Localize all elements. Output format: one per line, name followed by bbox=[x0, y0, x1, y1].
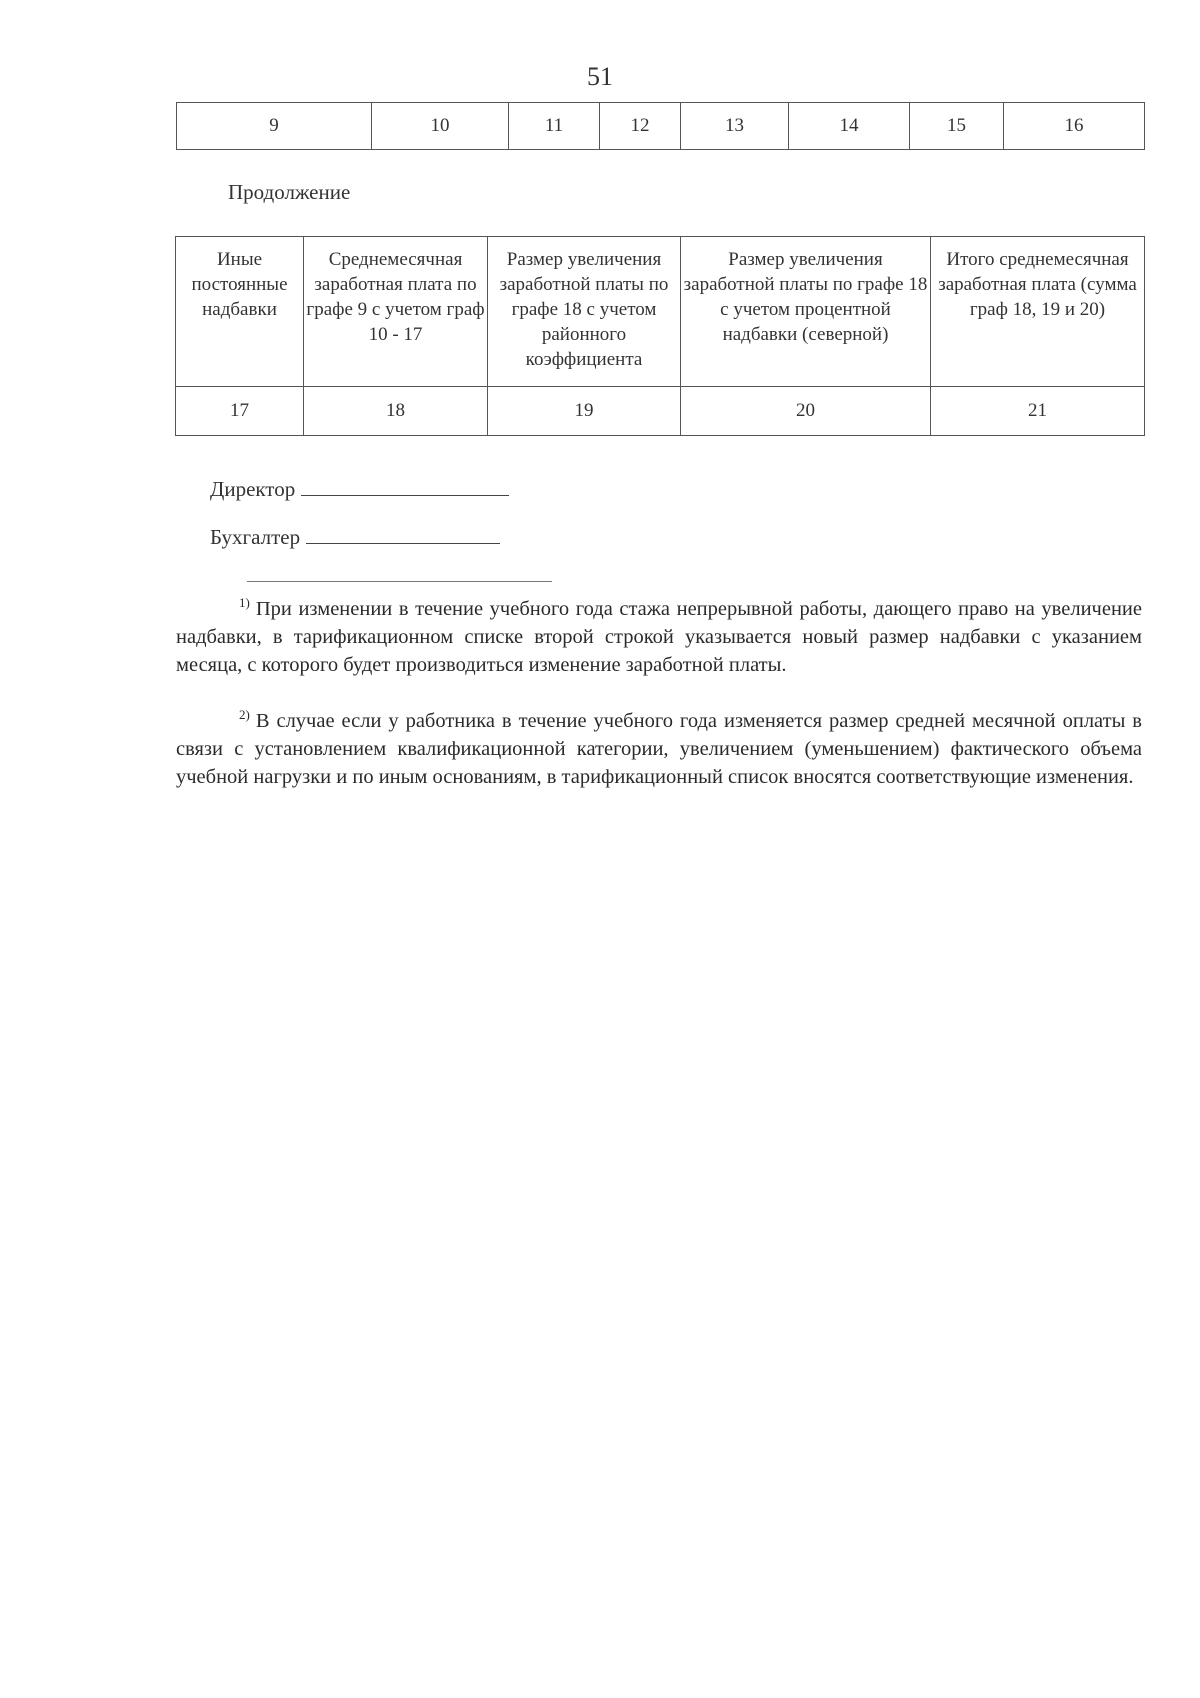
footnote-marker: 1) bbox=[239, 595, 250, 610]
footnote-text: При изменении в течение учебного года стажа непрерывной работы, дающего право на увеличение надбавки, в тарификационном списке второй строкой указывается новый размер надбавки с указанием месяца, с которого будет производиться изменение заработной платы. bbox=[176, 598, 1142, 676]
continuation-table bbox=[175, 236, 1145, 436]
footnote-text: В случае если у работника в течение учебного года изменяется размер средней месячной оплаты в связи с установлением квалификационной категории, увеличением (уменьшением) фактического объема учебной нагрузки и по иным основаниям, в тарификационный список вносятся соответствующие изменения. bbox=[176, 710, 1142, 788]
header-cell: Итого среднемесячная заработная плата (сумма граф 18, 19 и 20) bbox=[931, 237, 1145, 387]
column-number-cell: 17 bbox=[176, 387, 304, 436]
column-number-row bbox=[177, 103, 1145, 150]
column-number-cell: 13 bbox=[681, 103, 789, 150]
header-cell: Среднемесячная заработная плата по графе 9 с учетом граф 10 - 17 bbox=[304, 237, 488, 387]
accountant-signature-blank bbox=[306, 525, 500, 544]
accountant-signature bbox=[210, 525, 500, 550]
column-number-cell: 11 bbox=[509, 103, 600, 150]
footnote-2 bbox=[176, 707, 1142, 791]
column-number-cell: 14 bbox=[789, 103, 910, 150]
column-number-cell: 19 bbox=[488, 387, 681, 436]
header-row bbox=[176, 237, 1145, 387]
page-number: 51 bbox=[587, 62, 613, 91]
continuation-label: Продолжение bbox=[228, 180, 351, 204]
column-number-row bbox=[176, 387, 1145, 436]
column-number-cell: 21 bbox=[931, 387, 1145, 436]
column-number-cell: 12 bbox=[600, 103, 681, 150]
column-number-cell: 15 bbox=[910, 103, 1004, 150]
director-signature bbox=[210, 477, 509, 502]
column-number-table bbox=[176, 102, 1145, 150]
column-number-cell: 9 bbox=[177, 103, 372, 150]
footnote-divider bbox=[247, 581, 552, 582]
footnote-1 bbox=[176, 595, 1142, 679]
accountant-label: Бухгалтер bbox=[210, 525, 301, 549]
footnote-marker: 2) bbox=[239, 707, 250, 722]
director-label: Директор bbox=[210, 477, 296, 501]
column-number-cell: 16 bbox=[1004, 103, 1145, 150]
director-signature-blank bbox=[301, 477, 509, 496]
header-cell: Размер увеличения заработной платы по графе 18 с учетом районного коэффициента bbox=[488, 237, 681, 387]
header-cell: Иные постоянные надбавки bbox=[176, 237, 304, 387]
column-number-cell: 20 bbox=[681, 387, 931, 436]
header-cell: Размер увеличения заработной платы по графе 18 с учетом процентной надбавки (северной) bbox=[681, 237, 931, 387]
column-number-cell: 18 bbox=[304, 387, 488, 436]
column-number-cell: 10 bbox=[372, 103, 509, 150]
